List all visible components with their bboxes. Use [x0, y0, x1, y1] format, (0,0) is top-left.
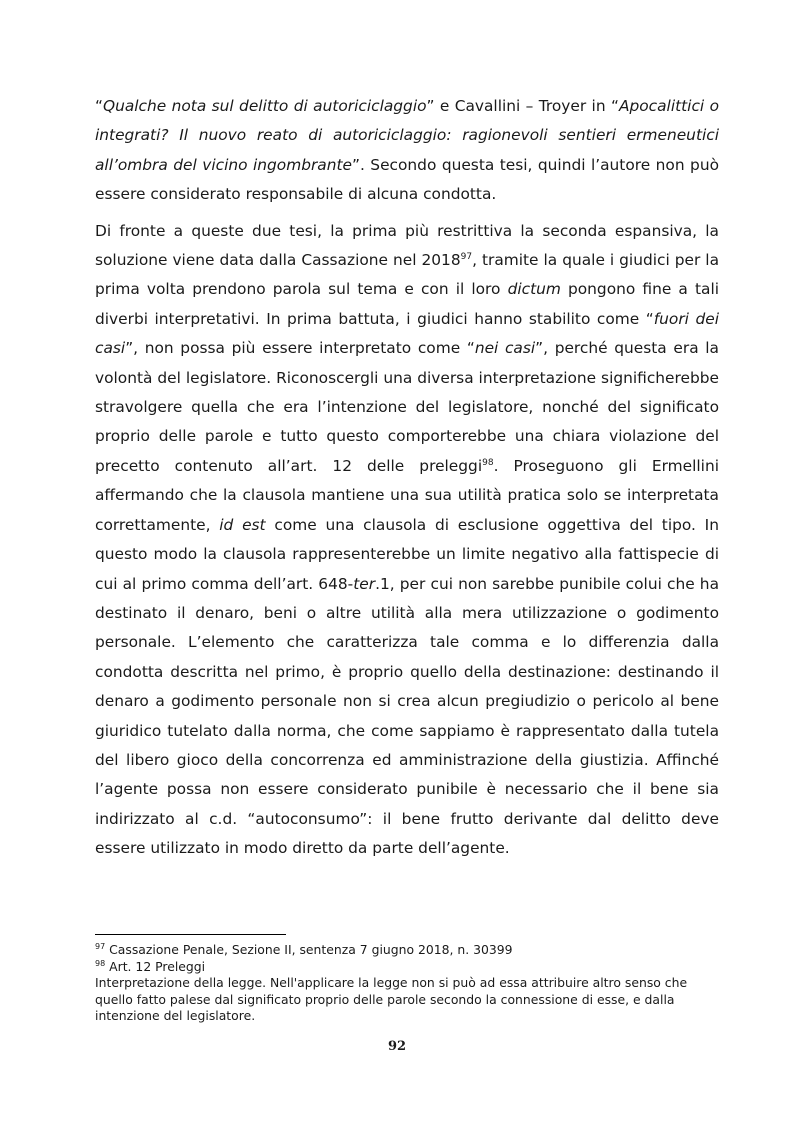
text-run: ” e Cavallini – Troyer in “ — [426, 97, 619, 115]
footnotes — [95, 942, 719, 1025]
footnote-ref: 97 — [460, 251, 473, 262]
footnote-separator — [95, 934, 286, 935]
footnote-text: Art. 12 Preleggi — [105, 958, 206, 974]
footnote-97 — [95, 942, 719, 959]
page-body — [95, 92, 719, 864]
footnote-98-body: Interpretazione della legge. Nell'applicare la legge non si può ad essa attribuire altro senso che quello fatto palese dal significato proprio delle parole secondo la connessione di esse, e dalla intenzione del legislatore. — [95, 975, 688, 1024]
italic-term: ter — [353, 574, 376, 593]
page-number: 92 — [387, 1039, 407, 1054]
text-run: Di fronte a queste due tesi, la prima più restrittiva la seconda espansiva, la soluzione viene data dalla Cassazione nel 2018 — [95, 221, 719, 270]
italic-title: Qualche nota sul delitto di autoriciclaggio — [102, 97, 427, 115]
text-run: “ — [95, 97, 103, 115]
text-run: pongono fine a tali diverbi interpretativi. In prima battuta, i giudici hanno stabilito come “ — [95, 280, 719, 328]
text-run: ”. Secondo questa tesi, quindi l’autore non può essere considerato responsabile di alcuna condotta. — [95, 155, 719, 204]
text-run: ”, perché questa era la volontà del legislatore. Riconoscergli una diversa interpretazione significherebbe stravolgere quella che era l’intenzione del legislatore, nonché del significato proprio delle parole e tutto questo comporterebbe una chiara violazione del precetto contenuto all’art. 12 delle preleggi — [95, 339, 719, 475]
footnote-text: Cassazione Penale, Sezione II, sentenza 7 giugno 2018, n. 30399 — [105, 942, 513, 957]
text-run: . Proseguono gli Ermellini affermando che la clausola mantiene una sua utilità pratica solo se interpretata correttamente, — [95, 456, 719, 534]
italic-term: dictum — [507, 280, 561, 299]
italic-term: fuori dei casi — [95, 309, 719, 358]
text-run: ”, non possa più essere interpretato come “ — [125, 339, 475, 358]
italic-term: id est — [219, 515, 266, 534]
paragraph-2 — [95, 217, 719, 864]
text-run: .1, per cui non sarebbe punibile colui che ha destinato il denaro, beni o altre utilità alla mera utilizzazione o godimento personale. L’elemento che caratterizza tale comma e lo differenzia dalla condotta descritta nel primo, è proprio quello della destinazione: destinando il denaro a godimento personale non si crea alcun pregiudizio o pericolo al bene giuridico tutelato dalla norma, che come sappiamo è rappresentato dalla tutela del libero gioco della concorrenza ed amministrazione della giustizia. Affinché l’agente possa non essere considerato punibile è necessario che il bene sia indirizzato al c.d. “autoconsumo”: il bene frutto derivante dal delitto deve essere utilizzato in modo diretto da parte dell’agente. — [95, 574, 719, 858]
text-run: come una clausola di esclusione oggettiva del tipo. In questo modo la clausola rappresenterebbe un limite negativo alla fattispecie di cui al primo comma dell’art. 648- — [95, 515, 719, 593]
italic-title: Apocalittici o integrati? Il nuovo reato di autoriciclaggio: ragionevoli sentieri ermeneutici all’ombra del vicino ingombrante — [95, 97, 719, 174]
footnote-number: 97 — [95, 941, 106, 951]
paragraph-1 — [95, 92, 719, 210]
footnote-number: 98 — [95, 958, 106, 968]
italic-term: nei casi — [474, 339, 536, 358]
footnote-98 — [95, 959, 719, 976]
text-run: , tramite la quale i giudici per la prima volta prendono parola sul tema e con il loro — [95, 251, 719, 299]
footnote-ref: 98 — [482, 457, 494, 468]
